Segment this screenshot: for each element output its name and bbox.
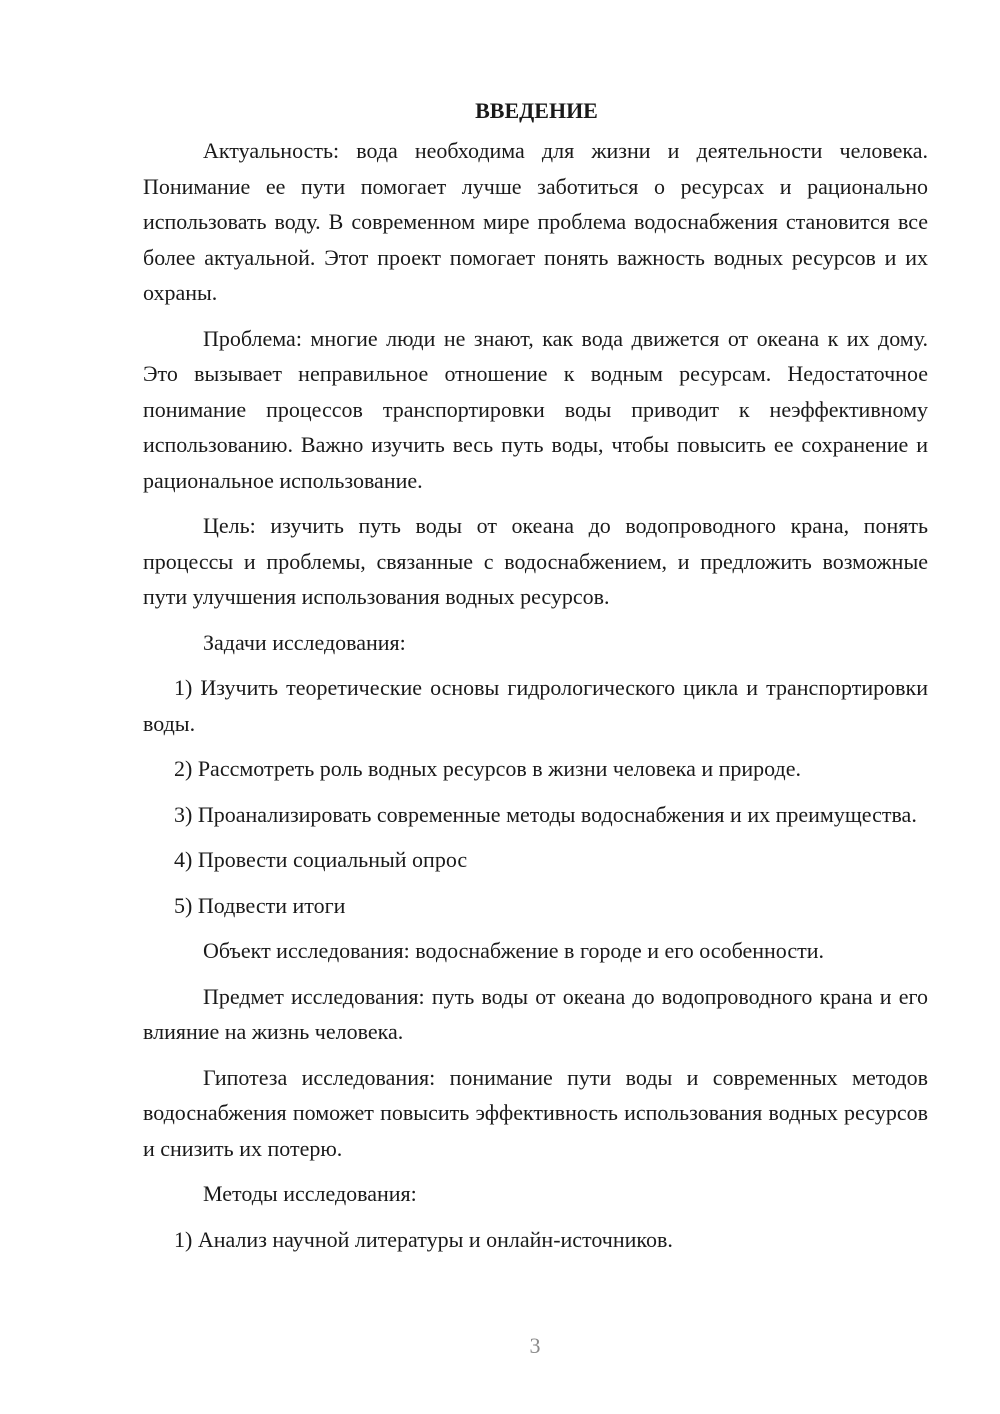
relevance-paragraph: Актуальность: вода необходима для жизни и деятельности человека. Понимание ее пути помогает лучше заботиться о ресурсах и рационально использовать воду. В современном мире проблема водоснабжения становится все более актуальной. Этот проект помогает понять важность водных ресурсов и их охраны. — [143, 138, 928, 305]
problem-paragraph: Проблема: многие люди не знают, как вода движется от океана к их дому. Это вызывает неправильное отношение к водным ресурсам. Недостаточное понимание процессов транспортировки воды приводит к неэффективному использованию. Важно изучить весь путь воды, чтобы повысить ее сохранение и рациональное использование. — [143, 325, 928, 493]
task-item-4: 4) Провести социальный опрос — [174, 847, 468, 872]
page-number: 3 — [529, 1333, 541, 1358]
hypothesis-paragraph: Гипотеза исследования: понимание пути воды и современных методов водоснабжения поможет повысить эффективность использования водных ресурсов и снизить их потерю. — [143, 1064, 928, 1161]
subject-paragraph: Предмет исследования: путь воды от океана до водопроводного крана и его влияние на жизнь человека. — [143, 983, 928, 1044]
task-item-5: 5) Подвести итоги — [174, 892, 346, 918]
task-item-1: 1) Изучить теоретические основы гидрологического цикла и транспортировки воды. — [143, 675, 928, 736]
method-item-1: 1) Анализ научной литературы и онлайн-источников. — [174, 1226, 673, 1252]
task-item-2: 2) Рассмотреть роль водных ресурсов в жизни человека и природе. — [174, 756, 801, 781]
task-item-3: 3) Проанализировать современные методы водоснабжения и их преимущества. — [174, 801, 917, 827]
methods-heading: Методы исследования: — [203, 1181, 417, 1206]
goal-paragraph: Цель: изучить путь воды от океана до водопроводного крана, понять процессы и проблемы, связанные с водоснабжением, и предложить возможные пути улучшения использования водных ресурсов. — [143, 513, 928, 609]
object-paragraph: Объект исследования: водоснабжение в городе и его особенности. — [203, 938, 824, 963]
page-body — [143, 93, 928, 1267]
tasks-heading: Задачи исследования: — [203, 629, 406, 655]
page-title: ВВЕДЕНИЕ — [475, 98, 598, 123]
